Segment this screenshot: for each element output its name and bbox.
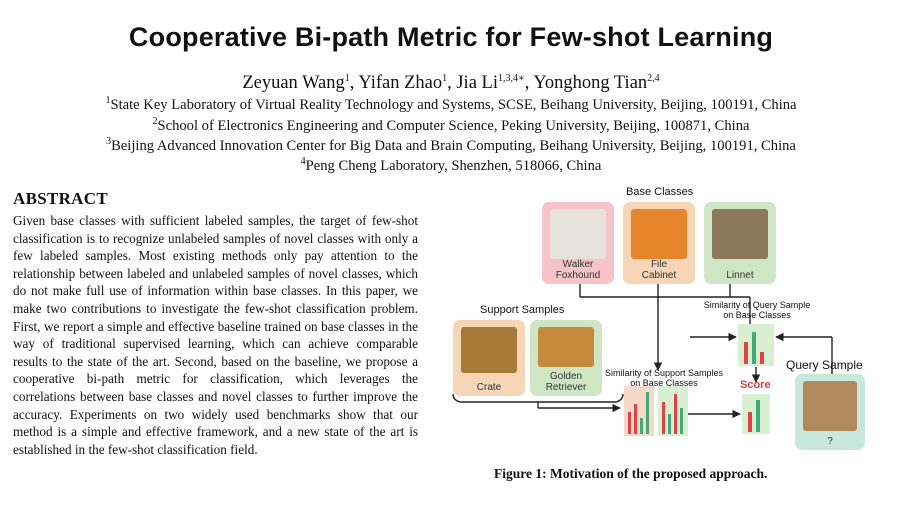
base-card-walker-foxhound: Walker Foxhound [542, 202, 614, 284]
query-card: ? [795, 374, 865, 450]
support-card-crate: Crate [453, 320, 525, 396]
bar [668, 414, 671, 434]
author-name: Jia Li [456, 73, 498, 93]
figure-motivation [440, 182, 900, 492]
bar [756, 400, 760, 432]
bar [760, 352, 764, 364]
bar [744, 342, 748, 364]
author-name: Yifan Zhao [358, 73, 443, 93]
affiliation-4: $^4$Peng Cheng Laboratory, Shenzhen, 518066, China [300, 156, 602, 174]
bar [752, 332, 756, 364]
query-similarity-label: Similarity of Query Sample on Base Classes [703, 300, 811, 320]
bar [646, 392, 649, 434]
abstract-body: Given base classes with sufficient labeled samples, the target of few-shot classification is to recognize unlabeled samples of novel classes with only a few labeled samples. Most existing methods only pay attention to the relationship between labeled and unlabeled samples of novel classes, which do not make full use of information within base classes. In this paper, we make two contributions to investigate the few-shot classification problem. First, we report a simple and effective baseline trained on base classes in the way of traditional supervised learning, which can achieve comparable results to the state of the art. Second, based on the baseline, we propose a cooperative bi-path metric for classification, which leverages the correlations between base classes and novel classes to further improve the accuracy. Experiments on two widely used benchmarks show that our method is a simple and effective framework, and a new state of the art is established in the few-shot classification field. [13, 213, 418, 457]
author-affil-mark: 1 [442, 72, 448, 84]
bar [748, 412, 752, 432]
paper-title: Cooperative Bi-path Metric for Few-shot Learning [128, 22, 774, 52]
bar [640, 418, 643, 434]
base-classes-title: Base Classes [626, 186, 694, 198]
retriever-image [538, 327, 594, 367]
bar [680, 408, 683, 434]
support-similarity-label: Similarity of Support Samples on Base Classes [604, 368, 724, 388]
author-name: Yonghong Tian [533, 73, 648, 93]
dog-image [550, 209, 606, 259]
query-dog-image [803, 381, 857, 431]
bird-image [712, 209, 768, 259]
query-sample-title: Query Sample [786, 358, 863, 372]
author-affil-mark: 2,4 [647, 72, 660, 84]
author-affil-mark: 1,3,4∗ [497, 72, 525, 84]
score-label: Score [740, 379, 771, 391]
author-list: Zeyuan Wang$^1$, Yifan Zhao$^1$, Jia $Li^{1,3,4∗}$, Yonghong Tian$^{2,4}$ [242, 72, 660, 93]
author-name: Zeyuan Wang [242, 73, 345, 93]
author-affil-mark: 1 [344, 72, 350, 84]
crate-image [461, 327, 517, 373]
base-card-file-cabinet: File Cabinet [623, 202, 695, 284]
affiliation-3: $^3$Beijing Advanced Innovation Center for Big Data and Brain Computing, Beihang University, Beijing, 100191, China [106, 136, 796, 154]
support-samples-title: Support Samples [480, 304, 565, 316]
bar [662, 402, 665, 434]
cabinet-image [631, 209, 687, 259]
bar [674, 394, 677, 434]
support-card-golden-retriever: Golden Retriever [530, 320, 602, 396]
base-card-linnet: Linnet [704, 202, 776, 284]
bar [634, 404, 637, 434]
affiliation-2: $^2$School of Electronics Engineering and Computer Science, Peking University, Beijing, 100871, China [152, 116, 750, 134]
abstract-heading: ABSTRACT [13, 189, 108, 208]
bar [628, 412, 631, 434]
figure-caption: Figure 1: Motivation of the proposed approach. [494, 466, 768, 481]
affiliation-1: $^1$State Key Laboratory of Virtual Reality Technology and Systems, SCSE, Beihang University, Beijing, 100191, China [105, 95, 797, 113]
